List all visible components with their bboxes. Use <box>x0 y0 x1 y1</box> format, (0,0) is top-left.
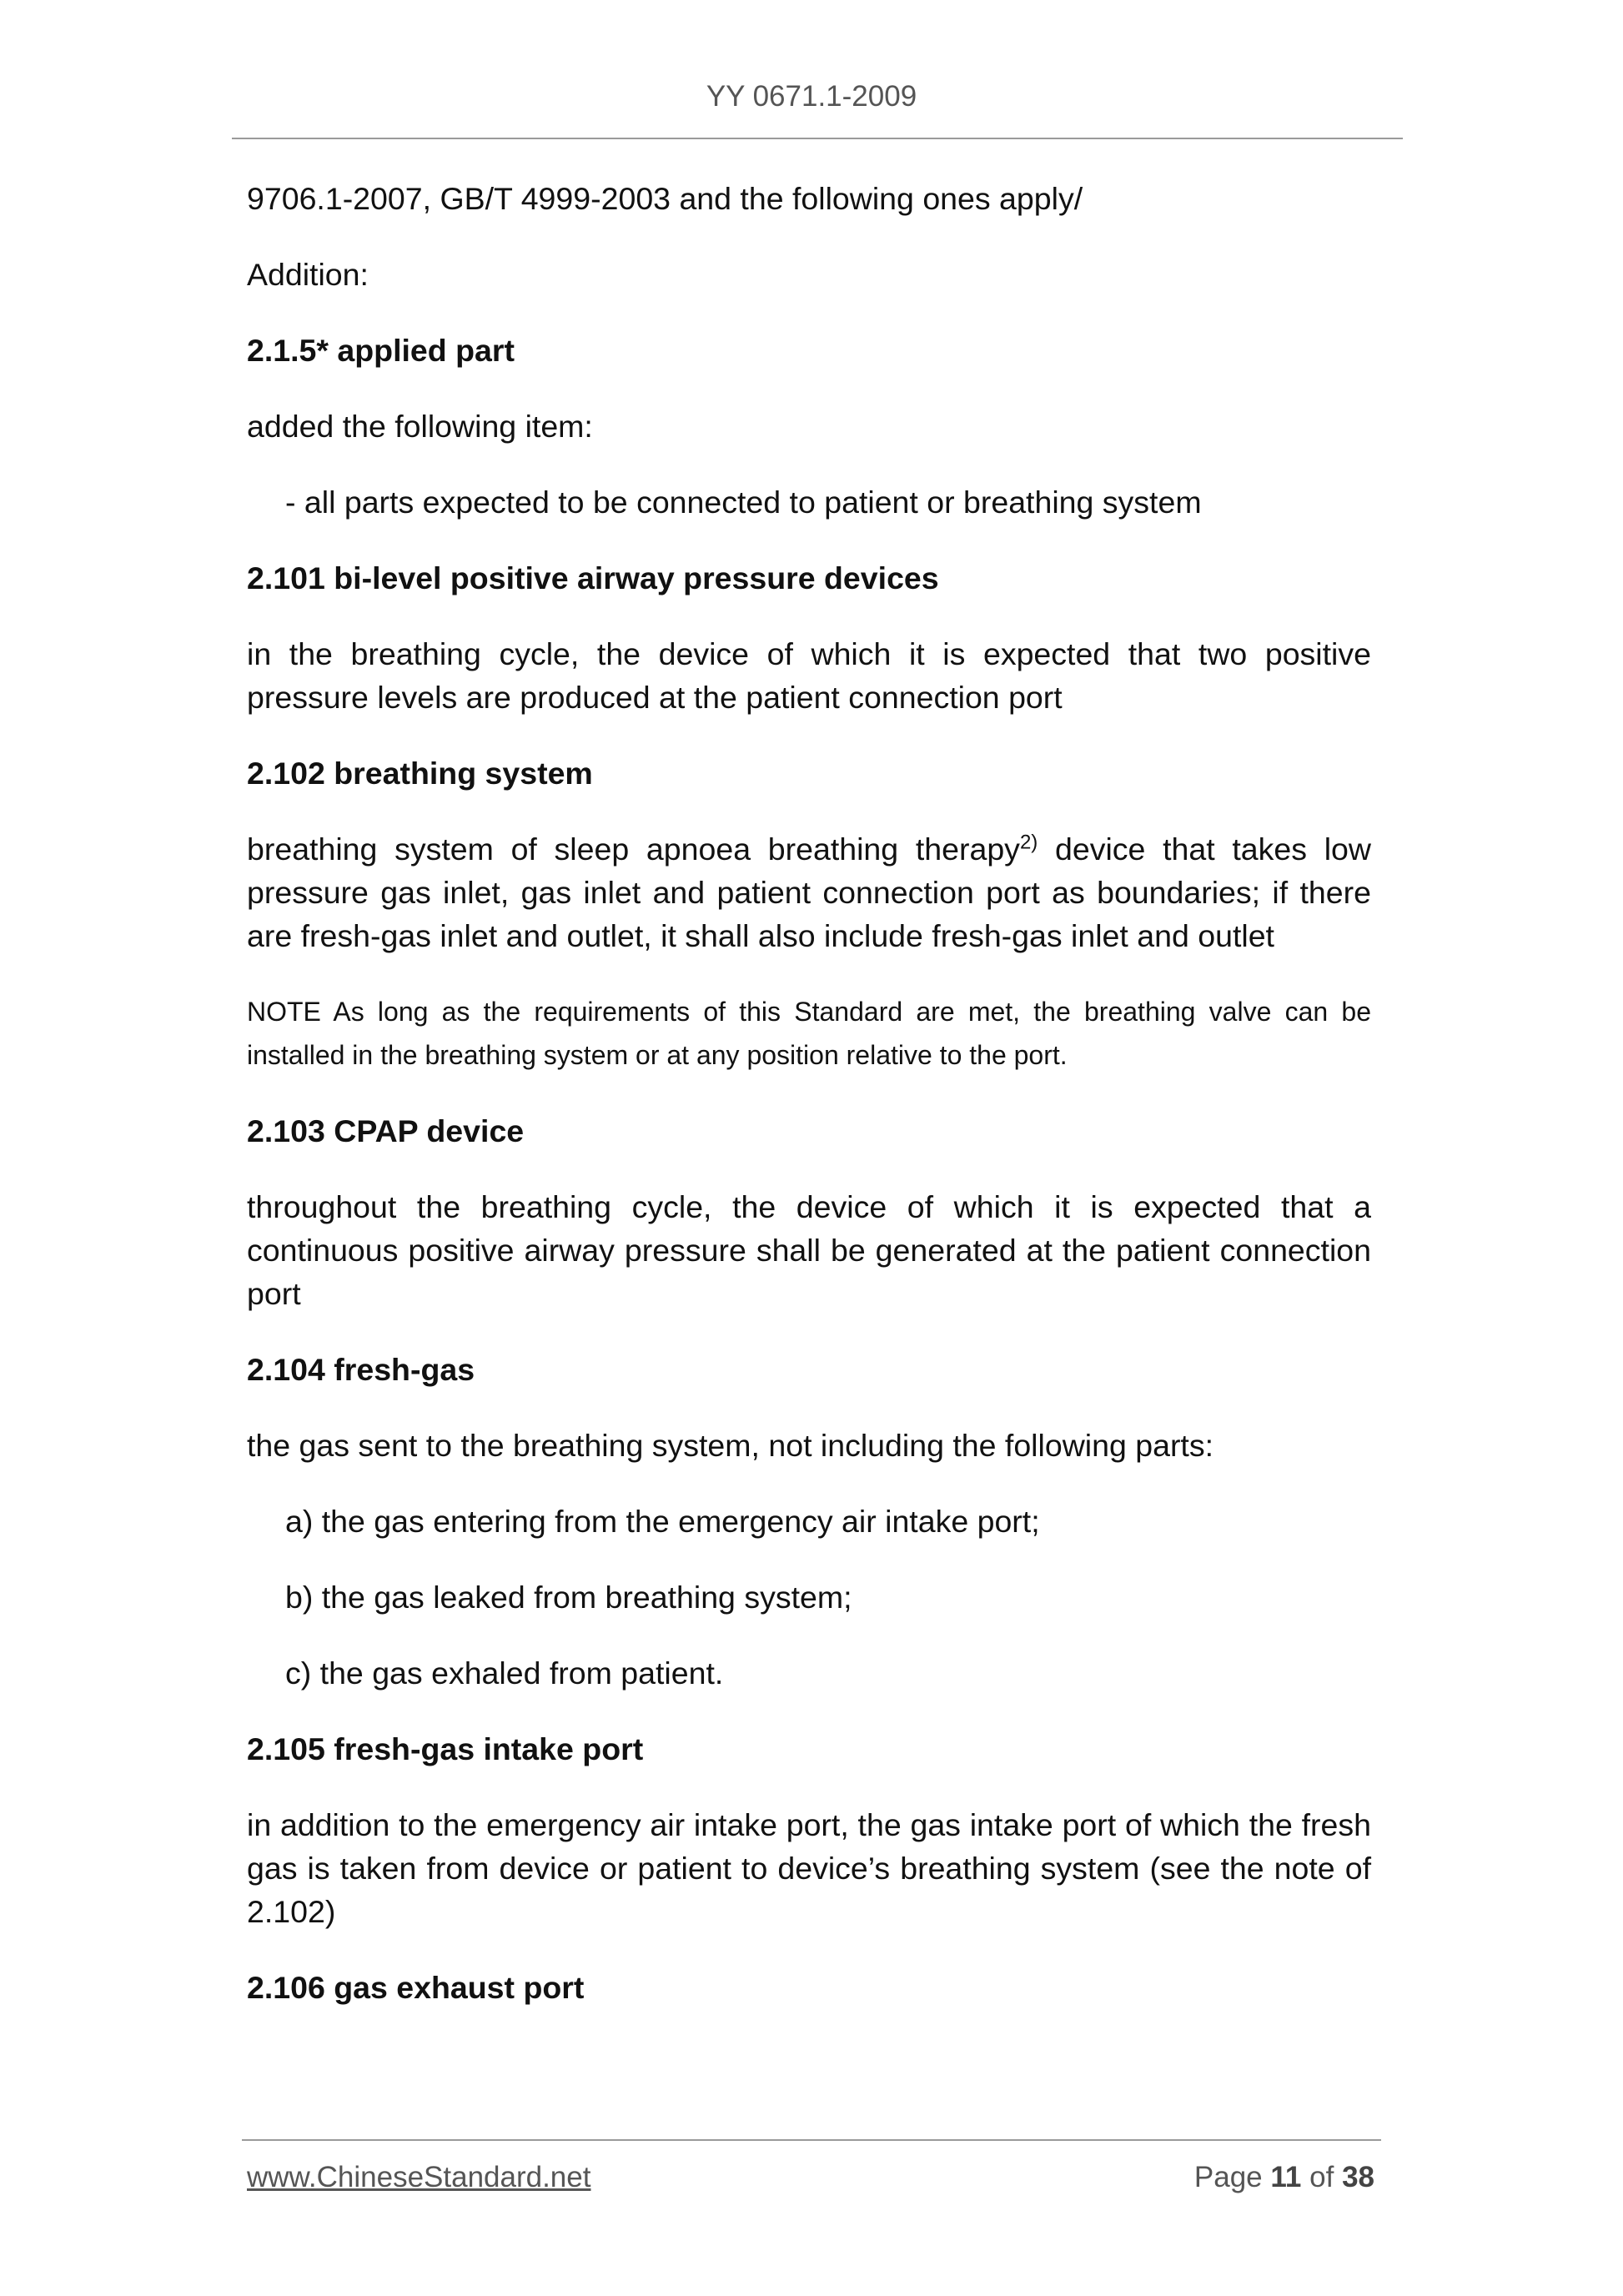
definition-2-102-part-b: device that takes low pressure gas inlet, gas inlet and patient connection port as boundaries; if there are fresh-gas inlet and outlet, it shall also include fresh-gas inlet and outlet <box>247 831 1371 953</box>
page-of: of <box>1309 2161 1334 2193</box>
clause-heading-2-106: 2.106 gas exhaust port <box>247 1970 585 2005</box>
definition-2-105: in addition to the emergency air intake port, the gas intake port of which the fresh gas is taken from device or patient to device’s breathing system (see the note of 2.102) <box>247 1807 1371 1929</box>
definition-2-104: the gas sent to the breathing system, not including the following parts: <box>247 1428 1214 1463</box>
list-item-b: b) the gas leaked from breathing system; <box>285 1580 852 1615</box>
running-header: YY 0671.1-2009 <box>706 80 917 113</box>
note-2-102: NOTE As long as the requirements of this Standard are met, the breathing valve can be installed in the breathing system or at any position relative to the port. <box>247 997 1371 1070</box>
definition-2-103: throughout the breathing cycle, the device of which it is expected that a continuous positive airway pressure shall be generated at the patient connection port <box>247 1189 1371 1311</box>
list-item-applied-part: - all parts expected to be connected to patient or breathing system <box>285 485 1202 520</box>
clause-heading-2-104: 2.104 fresh-gas <box>247 1352 475 1387</box>
definition-2-102-part-a: breathing system of sleep apnoea breathing therapy <box>247 831 1020 867</box>
page-total: 38 <box>1342 2161 1374 2193</box>
clause-heading-2-1-5: 2.1.5* applied part <box>247 333 515 368</box>
footer-divider <box>242 2139 1381 2141</box>
list-item-c: c) the gas exhaled from patient. <box>285 1655 724 1691</box>
clause-heading-2-105: 2.105 fresh-gas intake port <box>247 1731 644 1766</box>
footnote-marker: 2) <box>1019 831 1038 854</box>
definition-2-101: in the breathing cycle, the device of which it is expected that two positive pressure levels are produced at the patient connection port <box>247 636 1371 715</box>
list-item-a: a) the gas entering from the emergency air intake port; <box>285 1504 1040 1539</box>
page-word: Page <box>1193 2161 1263 2193</box>
clause-heading-2-103: 2.103 CPAP device <box>247 1113 525 1148</box>
page-current: 11 <box>1270 2161 1302 2193</box>
clause-heading-2-101: 2.101 bi-level positive airway pressure devices <box>247 560 939 595</box>
page-number <box>1194 2161 1374 2194</box>
paragraph-normative-references: 9706.1-2007, GB/T 4999-2003 and the following ones apply/ <box>247 181 1083 216</box>
paragraph-added-item: added the following item: <box>247 409 593 444</box>
website-link[interactable]: www.ChineseStandard.net <box>247 2161 591 2193</box>
document-body <box>247 177 1371 2042</box>
paragraph-addition: Addition: <box>247 257 369 292</box>
clause-heading-2-102: 2.102 breathing system <box>247 756 593 791</box>
definition-2-102 <box>247 827 1371 957</box>
header-divider <box>232 138 1403 139</box>
